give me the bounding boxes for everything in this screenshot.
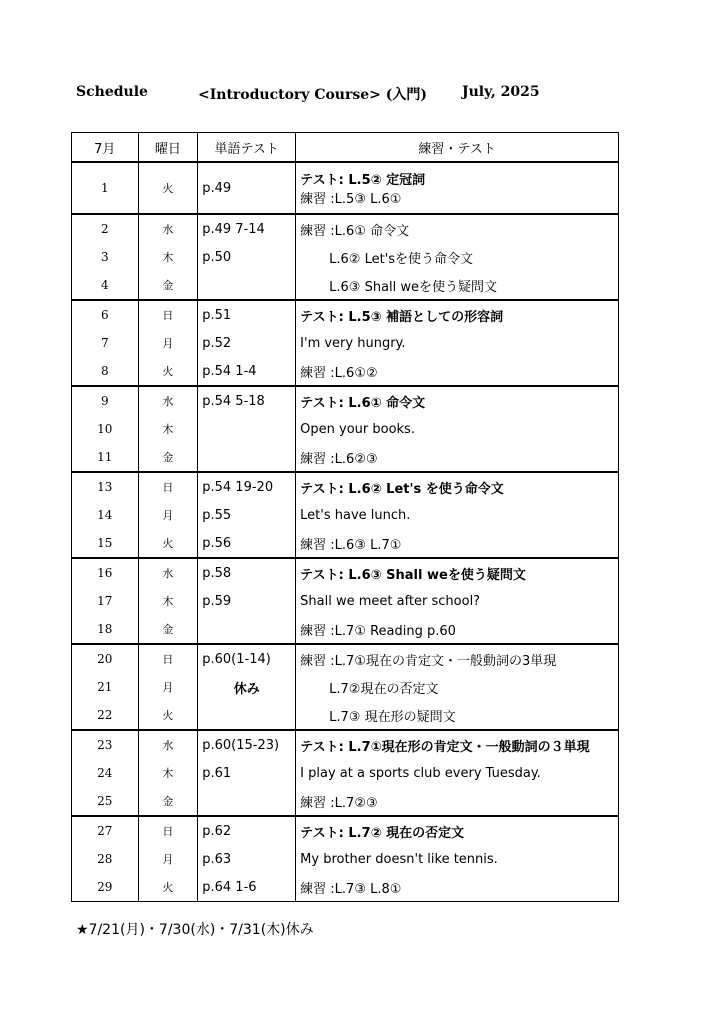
date-cell: 10 [72, 415, 139, 443]
weekday-cell: 金 [138, 271, 198, 300]
table-row [72, 845, 619, 873]
vocab-cell [198, 787, 296, 816]
table-row [72, 730, 619, 759]
date-cell: 27 [72, 816, 139, 845]
vocab-cell: p.56 [198, 529, 296, 558]
date-cell: 17 [72, 587, 139, 615]
practice-cell [296, 644, 619, 673]
vocab-cell: p.50 [198, 243, 296, 271]
practice-cell [296, 873, 619, 902]
practice-text: 練習 :L.6①② [300, 365, 378, 381]
weekday-cell: 木 [138, 243, 198, 271]
header-month: July, 2025 [462, 84, 540, 100]
weekday-cell: 水 [138, 214, 198, 243]
date-cell: 8 [72, 357, 139, 386]
weekday-cell: 木 [138, 587, 198, 615]
weekday-cell: 水 [138, 386, 198, 415]
weekday-cell: 火 [138, 162, 198, 214]
practice-text: L.7②現在の否定文 [329, 681, 439, 697]
weekday-cell: 日 [138, 300, 198, 329]
practice-cell [296, 243, 619, 271]
weekday-cell: 月 [138, 845, 198, 873]
date-cell: 1 [72, 162, 139, 214]
vocab-cell: p.64 1-6 [198, 873, 296, 902]
practice-text: テスト: L.7①現在形の肯定文・一般動詞の３単現 [300, 739, 590, 755]
weekday-cell: 日 [138, 816, 198, 845]
table-row [72, 415, 619, 443]
table-row [72, 759, 619, 787]
practice-cell [296, 386, 619, 415]
weekday-cell: 木 [138, 759, 198, 787]
document-header [0, 84, 720, 104]
holiday-note: ★7/21(月)・7/30(水)・7/31(木)休み [76, 922, 314, 938]
practice-cell [296, 558, 619, 587]
vocab-cell [198, 443, 296, 472]
table-row [72, 300, 619, 329]
practice-text: My brother doesn't like tennis. [300, 851, 498, 867]
practice-cell [296, 529, 619, 558]
date-cell: 22 [72, 701, 139, 730]
date-cell: 25 [72, 787, 139, 816]
table-row [72, 472, 619, 501]
table-row [72, 162, 619, 214]
vocab-cell: p.61 [198, 759, 296, 787]
date-cell: 6 [72, 300, 139, 329]
weekday-cell: 金 [138, 443, 198, 472]
schedule-table [71, 132, 619, 902]
practice-cell [296, 730, 619, 759]
table-row [72, 558, 619, 587]
table-row [72, 243, 619, 271]
vocab-cell: p.54 19-20 [198, 472, 296, 501]
practice-text: Open your books. [300, 421, 415, 437]
date-cell: 15 [72, 529, 139, 558]
vocab-cell [198, 701, 296, 730]
practice-cell [296, 816, 619, 845]
practice-text: テスト: L.6① 命令文 [300, 395, 426, 411]
vocab-cell: p.54 1-4 [198, 357, 296, 386]
column-header-vocab-test: 単語テスト [198, 133, 296, 163]
practice-text: I play at a sports club every Tuesday. [300, 765, 541, 781]
practice-cell [296, 443, 619, 472]
practice-text: 練習 :L.7① Reading p.60 [300, 623, 456, 639]
table-row [72, 271, 619, 300]
table-row [72, 673, 619, 701]
weekday-cell: 火 [138, 873, 198, 902]
table-row [72, 787, 619, 816]
practice-text: 練習 :L.7①現在の肯定文・一般動詞の3単現 [300, 653, 557, 669]
table-row [72, 644, 619, 673]
schedule-rows [72, 162, 619, 902]
table-row [72, 329, 619, 357]
practice-text: テスト: L.6③ Shall weを使う疑問文 [300, 567, 526, 583]
practice-cell [296, 415, 619, 443]
column-header-date: 7月 [72, 133, 139, 163]
practice-text: テスト: L.5③ 補語としての形容詞 [300, 309, 504, 325]
practice-cell [296, 501, 619, 529]
practice-text: Let's have lunch. [300, 507, 411, 523]
practice-cell [296, 673, 619, 701]
weekday-cell: 火 [138, 529, 198, 558]
column-header-practice-test: 練習・テスト [296, 133, 619, 163]
practice-text: 練習 :L.7③ L.8① [300, 881, 402, 897]
table-row [72, 529, 619, 558]
date-cell: 18 [72, 615, 139, 644]
date-cell: 20 [72, 644, 139, 673]
vocab-cell: p.60(15-23) [198, 730, 296, 759]
date-cell: 14 [72, 501, 139, 529]
practice-cell [296, 787, 619, 816]
date-cell: 13 [72, 472, 139, 501]
practice-text: テスト: L.7② 現在の否定文 [300, 825, 465, 841]
vocab-cell: 休み [198, 673, 296, 701]
table-row [72, 357, 619, 386]
practice-text: L.7③ 現在形の疑問文 [329, 709, 456, 725]
vocab-cell: p.49 [198, 162, 296, 214]
practice-text: テスト: L.5② 定冠詞 [300, 173, 426, 188]
weekday-cell: 水 [138, 558, 198, 587]
practice-text: I'm very hungry. [300, 335, 406, 351]
weekday-cell: 火 [138, 357, 198, 386]
practice-text: 練習 :L.6②③ [300, 451, 378, 467]
practice-text: Shall we meet after school? [300, 593, 481, 609]
weekday-cell: 月 [138, 501, 198, 529]
column-header-weekday: 曜日 [138, 133, 198, 163]
date-cell: 23 [72, 730, 139, 759]
date-cell: 9 [72, 386, 139, 415]
date-cell: 11 [72, 443, 139, 472]
practice-cell [296, 759, 619, 787]
table-row [72, 873, 619, 902]
practice-cell [296, 329, 619, 357]
date-cell: 21 [72, 673, 139, 701]
vocab-cell: p.62 [198, 816, 296, 845]
vocab-cell [198, 615, 296, 644]
date-cell: 24 [72, 759, 139, 787]
vocab-cell [198, 271, 296, 300]
weekday-cell: 金 [138, 615, 198, 644]
practice-text: 練習 :L.6① 命令文 [300, 223, 410, 239]
weekday-cell: 火 [138, 701, 198, 730]
table-header-row [72, 133, 619, 163]
vocab-cell: p.63 [198, 845, 296, 873]
weekday-cell: 木 [138, 415, 198, 443]
date-cell: 3 [72, 243, 139, 271]
table-row [72, 386, 619, 415]
table-row [72, 443, 619, 472]
table-row [72, 701, 619, 730]
weekday-cell: 月 [138, 329, 198, 357]
weekday-cell: 金 [138, 787, 198, 816]
header-course: <Introductory Course> (入門) [198, 87, 427, 103]
weekday-cell: 水 [138, 730, 198, 759]
table-row [72, 587, 619, 615]
practice-cell [296, 701, 619, 730]
vocab-cell: p.59 [198, 587, 296, 615]
practice-text: 練習 :L.6③ L.7① [300, 537, 402, 553]
date-cell: 28 [72, 845, 139, 873]
practice-cell [296, 162, 619, 214]
weekday-cell: 日 [138, 644, 198, 673]
table-row [72, 501, 619, 529]
weekday-cell: 日 [138, 472, 198, 501]
practice-cell [296, 845, 619, 873]
vocab-cell: p.52 [198, 329, 296, 357]
header-title: Schedule [76, 84, 148, 100]
table-row [72, 615, 619, 644]
practice-cell [296, 472, 619, 501]
vocab-cell: p.49 7-14 [198, 214, 296, 243]
practice-cell [296, 271, 619, 300]
practice-text: テスト: L.6② Let's を使う命令文 [300, 481, 504, 497]
vocab-cell: p.60(1-14) [198, 644, 296, 673]
vocab-cell: p.51 [198, 300, 296, 329]
table-row [72, 214, 619, 243]
practice-text-secondary: 練習 :L.5③ L.6① [300, 192, 402, 207]
vocab-cell: p.58 [198, 558, 296, 587]
date-cell: 4 [72, 271, 139, 300]
practice-text: L.6② Let'sを使う命令文 [329, 251, 474, 267]
weekday-cell: 月 [138, 673, 198, 701]
date-cell: 7 [72, 329, 139, 357]
date-cell: 2 [72, 214, 139, 243]
practice-cell [296, 300, 619, 329]
vocab-cell: p.55 [198, 501, 296, 529]
practice-text: L.6③ Shall weを使う疑問文 [329, 279, 498, 295]
date-cell: 29 [72, 873, 139, 902]
table-row [72, 816, 619, 845]
practice-cell [296, 214, 619, 243]
date-cell: 16 [72, 558, 139, 587]
vocab-cell: p.54 5-18 [198, 386, 296, 415]
practice-text: 練習 :L.7②③ [300, 795, 378, 811]
practice-cell [296, 357, 619, 386]
vocab-cell [198, 415, 296, 443]
practice-cell [296, 615, 619, 644]
practice-cell [296, 587, 619, 615]
